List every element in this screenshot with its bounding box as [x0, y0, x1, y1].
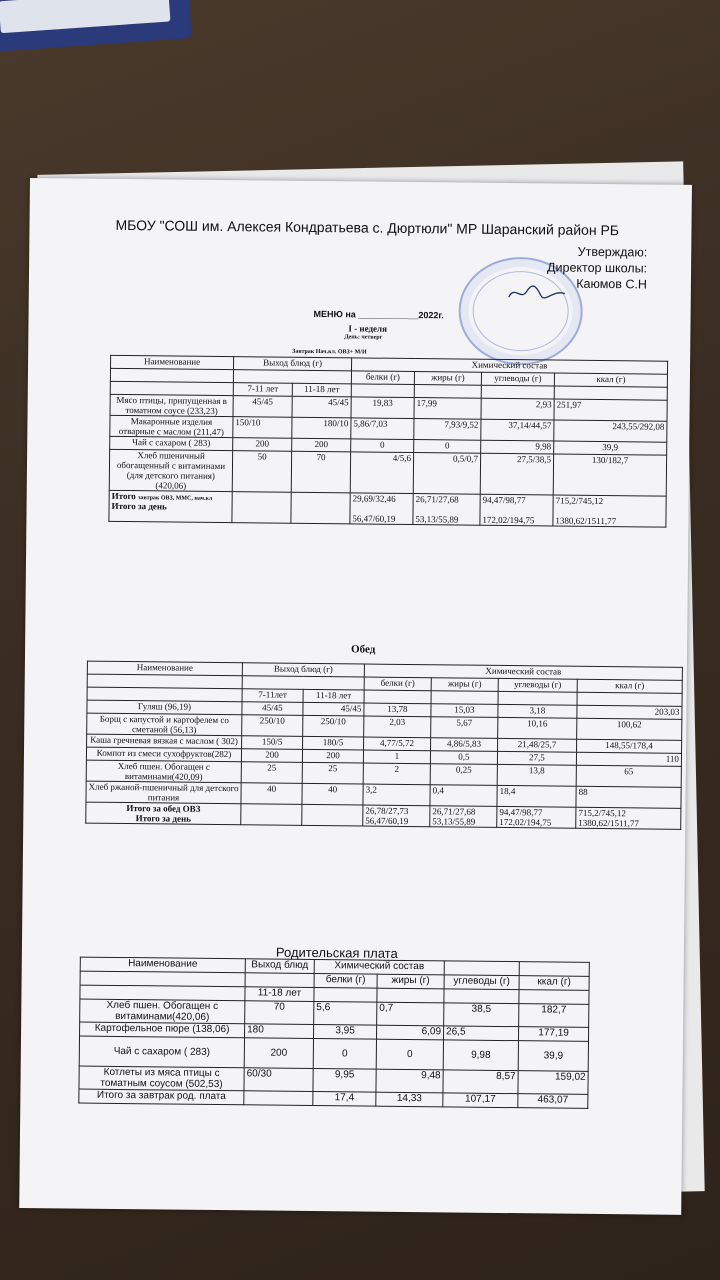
- empty-cell: [291, 492, 350, 524]
- cell: 27,5: [497, 751, 576, 765]
- cell: 17,99: [414, 398, 481, 420]
- empty-cell: [244, 1091, 313, 1106]
- empty-cell: [110, 381, 233, 395]
- cell: 200: [233, 438, 292, 452]
- cell: 60/30: [244, 1068, 313, 1092]
- dish-name: Мясо птицы, припущенная в томатном соусе (233,23): [110, 394, 233, 416]
- cell: 159,02: [518, 1071, 588, 1095]
- total-row: [109, 490, 666, 527]
- cell: 9,95: [313, 1069, 376, 1093]
- cell: 5,67: [431, 717, 498, 739]
- cell: 25: [241, 762, 302, 784]
- total-protein: 17,4: [313, 1092, 376, 1107]
- cell: 0: [414, 440, 481, 454]
- menu-title: МЕНЮ на ____________2022г.: [313, 308, 444, 321]
- header-age: 11-18 лет: [245, 987, 314, 1002]
- cell: 13,8: [497, 764, 576, 786]
- header-age-1: 7-11лет: [242, 689, 303, 703]
- empty-cell: [554, 386, 667, 400]
- empty-cell: [351, 384, 414, 398]
- header-kcal: ккал (г): [577, 679, 682, 693]
- cell: 19,83: [351, 397, 414, 419]
- empty-cell: [242, 676, 364, 690]
- header-chem: Химический состав: [351, 358, 667, 374]
- header-age-1: 7-11 лет: [233, 383, 292, 397]
- cell: 180/5: [303, 736, 364, 750]
- total-fat: [430, 806, 497, 828]
- dish-name: Каша гречневая вязкая с маслом ( 302): [87, 734, 242, 749]
- cell: 148,55/178,4: [577, 739, 682, 753]
- total-kcal: [553, 495, 666, 527]
- empty-cell: [431, 691, 498, 705]
- empty-cell: [519, 962, 589, 977]
- header-fat: жиры (г): [377, 974, 444, 989]
- dish-name: Гуляш (96,19): [87, 700, 242, 715]
- empty-cell: [577, 692, 682, 706]
- empty-cell: [519, 990, 589, 1005]
- cell: 0,7: [377, 1002, 444, 1026]
- total-kcal: 463,07: [518, 1094, 588, 1109]
- total-carbs: [480, 494, 553, 526]
- header-age-2: 11-18 лет: [292, 383, 351, 397]
- total-label: [109, 490, 232, 522]
- dish-name: Хлеб пшен. Обогащен с витаминами(420,09): [86, 760, 241, 783]
- cell: 250/10: [242, 715, 303, 737]
- header-chem: Химический состав: [364, 664, 682, 680]
- cell: 110: [576, 752, 681, 766]
- empty-cell: [377, 988, 444, 1003]
- value: 26,78/27,73: [365, 805, 409, 816]
- value: 94,47/98,77: [499, 806, 543, 818]
- cell: 88: [576, 786, 681, 808]
- total-kcal: [576, 807, 681, 829]
- approval-block: [547, 243, 647, 292]
- value: 53,13/55,89: [432, 816, 476, 827]
- cell: 2: [363, 763, 430, 785]
- empty-cell: [444, 989, 519, 1004]
- cell: 7,93/9,52: [414, 419, 481, 441]
- cell: 0,5: [430, 751, 497, 765]
- cell: 8,57: [443, 1070, 518, 1094]
- cell: 200: [244, 1038, 313, 1069]
- blue-folder: [0, 0, 192, 52]
- parent-pay-table: [78, 957, 590, 1109]
- value: 172,02/194,75: [482, 514, 535, 526]
- cell: 100,62: [577, 718, 682, 740]
- empty-cell: [314, 988, 377, 1003]
- header-protein: белки (г): [364, 677, 431, 691]
- cell: 9,98: [443, 1040, 518, 1071]
- lunch-title: Обед: [351, 643, 376, 656]
- header-carbs: углеводы (г): [444, 975, 519, 990]
- dish-name: Хлеб ржаной-пшеничный для детского питания: [86, 781, 241, 804]
- cell: 2,03: [364, 716, 431, 738]
- cell: 0,25: [430, 764, 497, 786]
- empty-cell: [233, 370, 351, 384]
- cell: 40: [302, 783, 363, 805]
- cell: 70: [291, 451, 350, 493]
- value: 53,13/55,89: [415, 514, 459, 525]
- cell: 0: [351, 439, 414, 453]
- empty-cell: [444, 961, 519, 976]
- empty-cell: [232, 492, 291, 524]
- header-name: Наименование: [111, 355, 234, 369]
- cell: 203,03: [577, 705, 682, 719]
- cell: 39,9: [554, 441, 667, 455]
- cell: 251,97: [554, 399, 667, 421]
- header-kcal: ккал (г): [519, 976, 589, 991]
- header-fat: жиры (г): [431, 678, 498, 692]
- cell: 3,95: [314, 1025, 377, 1040]
- cell: 150/5: [242, 736, 303, 750]
- cell: 2,93: [481, 398, 554, 420]
- dish-name: Борщ с капустой и картофелем со сметаной (56,13): [87, 713, 242, 736]
- cell: 39,9: [518, 1041, 588, 1072]
- header-output: Выход блюд (г): [234, 357, 352, 371]
- cell: 45/45: [292, 396, 351, 418]
- week-label: I - неделя: [348, 323, 388, 334]
- cell: 200: [241, 749, 302, 763]
- empty-cell: [110, 368, 233, 382]
- cell: 45/45: [242, 702, 303, 716]
- total-carbs: [497, 806, 576, 828]
- header-output: Выход блюд (г): [242, 663, 364, 677]
- dish-name: Котлеты из мяса птицы с томатным соусом (502,53): [79, 1066, 244, 1091]
- cell: 4/5,6: [350, 452, 413, 494]
- cell: 4,77/5,72: [364, 737, 431, 751]
- day-label: Итого за день: [111, 500, 167, 512]
- cell: 6,09: [377, 1025, 444, 1040]
- value: 29,69/32,46: [352, 493, 396, 504]
- total-label-text: Итого за обед ОВЗ: [126, 803, 201, 814]
- dish-name: Картофельное пюре (138,06): [80, 1022, 245, 1038]
- header-carbs: углеводы (г): [498, 678, 577, 692]
- cell: 45/45: [303, 702, 364, 716]
- value: 1380,62/1511,77: [555, 515, 617, 527]
- cell: 26,5: [443, 1026, 518, 1041]
- cell: 180: [245, 1024, 314, 1039]
- value: 1380,62/1511,77: [578, 817, 639, 829]
- empty-cell: [481, 385, 554, 399]
- cell: 50: [232, 451, 291, 493]
- header-name: Наименование: [80, 957, 245, 973]
- meal-label: Завтрак Нач.кл. ОВЗ+ М/И: [292, 348, 367, 356]
- header-output: Выход блюд: [245, 959, 314, 974]
- value: 26,71/27,68: [415, 494, 459, 505]
- cell: 182,7: [519, 1004, 589, 1028]
- total-label: [86, 802, 241, 825]
- parent-pay-title: Родительская плата: [275, 944, 398, 961]
- empty-cell: [414, 385, 481, 399]
- value: 94,47/98,77: [482, 494, 526, 506]
- school-title: МБОУ "СОШ им. Алексея Кондратьева с. Дюртюли" МР Шаранский район РБ: [115, 216, 620, 239]
- breakfast-table: [108, 355, 668, 528]
- cell: 15,03: [431, 704, 498, 718]
- day-label: Итого за день: [135, 813, 191, 824]
- dish-name: Макаронные изделия отварные с маслом (211,47): [110, 415, 233, 437]
- empty-cell: [498, 691, 577, 705]
- value: 56,47/60,19: [365, 815, 409, 826]
- cell: 3,18: [498, 704, 577, 718]
- empty-cell: [245, 973, 314, 988]
- menu-document: [19, 178, 692, 1215]
- approval-line-2: Директор школы:: [547, 260, 648, 276]
- cell: 0: [376, 1039, 443, 1070]
- header-chem: Химический состав: [314, 960, 444, 975]
- dish-name: Компот из смеси сухофруктов(282): [86, 747, 241, 762]
- value: 715,2/745,12: [578, 807, 626, 819]
- cell: 1: [363, 750, 430, 764]
- total-protein: [350, 493, 413, 525]
- total-fat: 14,33: [376, 1092, 443, 1107]
- approval-line-1: Утверждаю:: [577, 244, 648, 260]
- header-protein: белки (г): [314, 974, 377, 989]
- day-label: День: четверг: [344, 334, 383, 341]
- value: 715,2/745,12: [555, 495, 604, 507]
- total-fat: [413, 494, 480, 526]
- cell: 18,4: [497, 785, 576, 807]
- cell: 25: [302, 762, 363, 784]
- lunch-table: [85, 661, 683, 830]
- total-note: завтрак ОВЗ, ММС, нач.кл: [138, 495, 213, 502]
- dish-name: Чай с сахаром ( 283): [79, 1036, 244, 1068]
- cell: 10,16: [498, 717, 577, 739]
- total-protein: [363, 805, 430, 827]
- header-name: Наименование: [87, 661, 242, 676]
- dish-name: Хлеб пшеничный обогащенный с витаминами (для детского питания)(420,06): [109, 449, 232, 491]
- cell: 200: [302, 749, 363, 763]
- cell: 21,48/25,7: [498, 738, 577, 752]
- cell: 70: [245, 1001, 314, 1025]
- folder-label: [0, 0, 170, 33]
- cell: 65: [576, 765, 681, 787]
- cell: 5,6: [314, 1002, 377, 1026]
- cell: 250/10: [303, 715, 364, 737]
- approval-line-3: Каюмов С.Н: [576, 276, 647, 292]
- header-protein: белки (г): [351, 371, 414, 385]
- empty-cell: [364, 690, 431, 704]
- total-label: Итого за завтрак род. плата: [79, 1089, 244, 1105]
- header-age-2: 11-18 лет: [303, 689, 364, 703]
- cell: 150/10: [233, 417, 292, 439]
- cell: 38,5: [444, 1003, 519, 1027]
- cell: 13,78: [364, 703, 431, 717]
- cell: 177,19: [518, 1027, 588, 1042]
- cell: 37,14/44,57: [481, 419, 554, 441]
- dish-name: Хлеб пшен. Обогащен с витаминами(420,06): [80, 999, 245, 1024]
- cell: 40: [241, 783, 302, 805]
- dish-name: Чай с сахаром ( 283): [110, 436, 233, 450]
- value: 26,71/27,68: [432, 806, 476, 817]
- cell: 4,86/5,83: [431, 738, 498, 752]
- cell: 3,2: [363, 784, 430, 806]
- header-kcal: ккал (г): [554, 373, 667, 387]
- cell: 9,98: [481, 440, 554, 454]
- header-carbs: углеводы (г): [481, 372, 554, 386]
- value: 56,47/60,19: [352, 513, 396, 524]
- empty-cell: [241, 804, 302, 826]
- cell: 9,48: [376, 1069, 443, 1093]
- cell: 0,4: [430, 785, 497, 807]
- header-fat: жиры (г): [414, 372, 481, 386]
- cell: 27,5/38,5: [480, 453, 553, 495]
- cell: 200: [292, 438, 351, 452]
- total-carbs: 107,17: [443, 1093, 518, 1108]
- cell: 0: [313, 1039, 376, 1070]
- value: 172,02/194,75: [499, 816, 552, 828]
- cell: 243,55/292,08: [554, 420, 667, 442]
- empty-cell: [302, 804, 363, 826]
- cell: 45/45: [233, 396, 292, 418]
- table-row: [109, 449, 666, 496]
- total-label-text: Итого: [111, 490, 136, 502]
- cell: 0,5/0,7: [413, 453, 480, 495]
- cell: 130/182,7: [553, 454, 666, 496]
- cell: 180/10: [292, 417, 351, 439]
- cell: 5,86/7,03: [351, 418, 414, 440]
